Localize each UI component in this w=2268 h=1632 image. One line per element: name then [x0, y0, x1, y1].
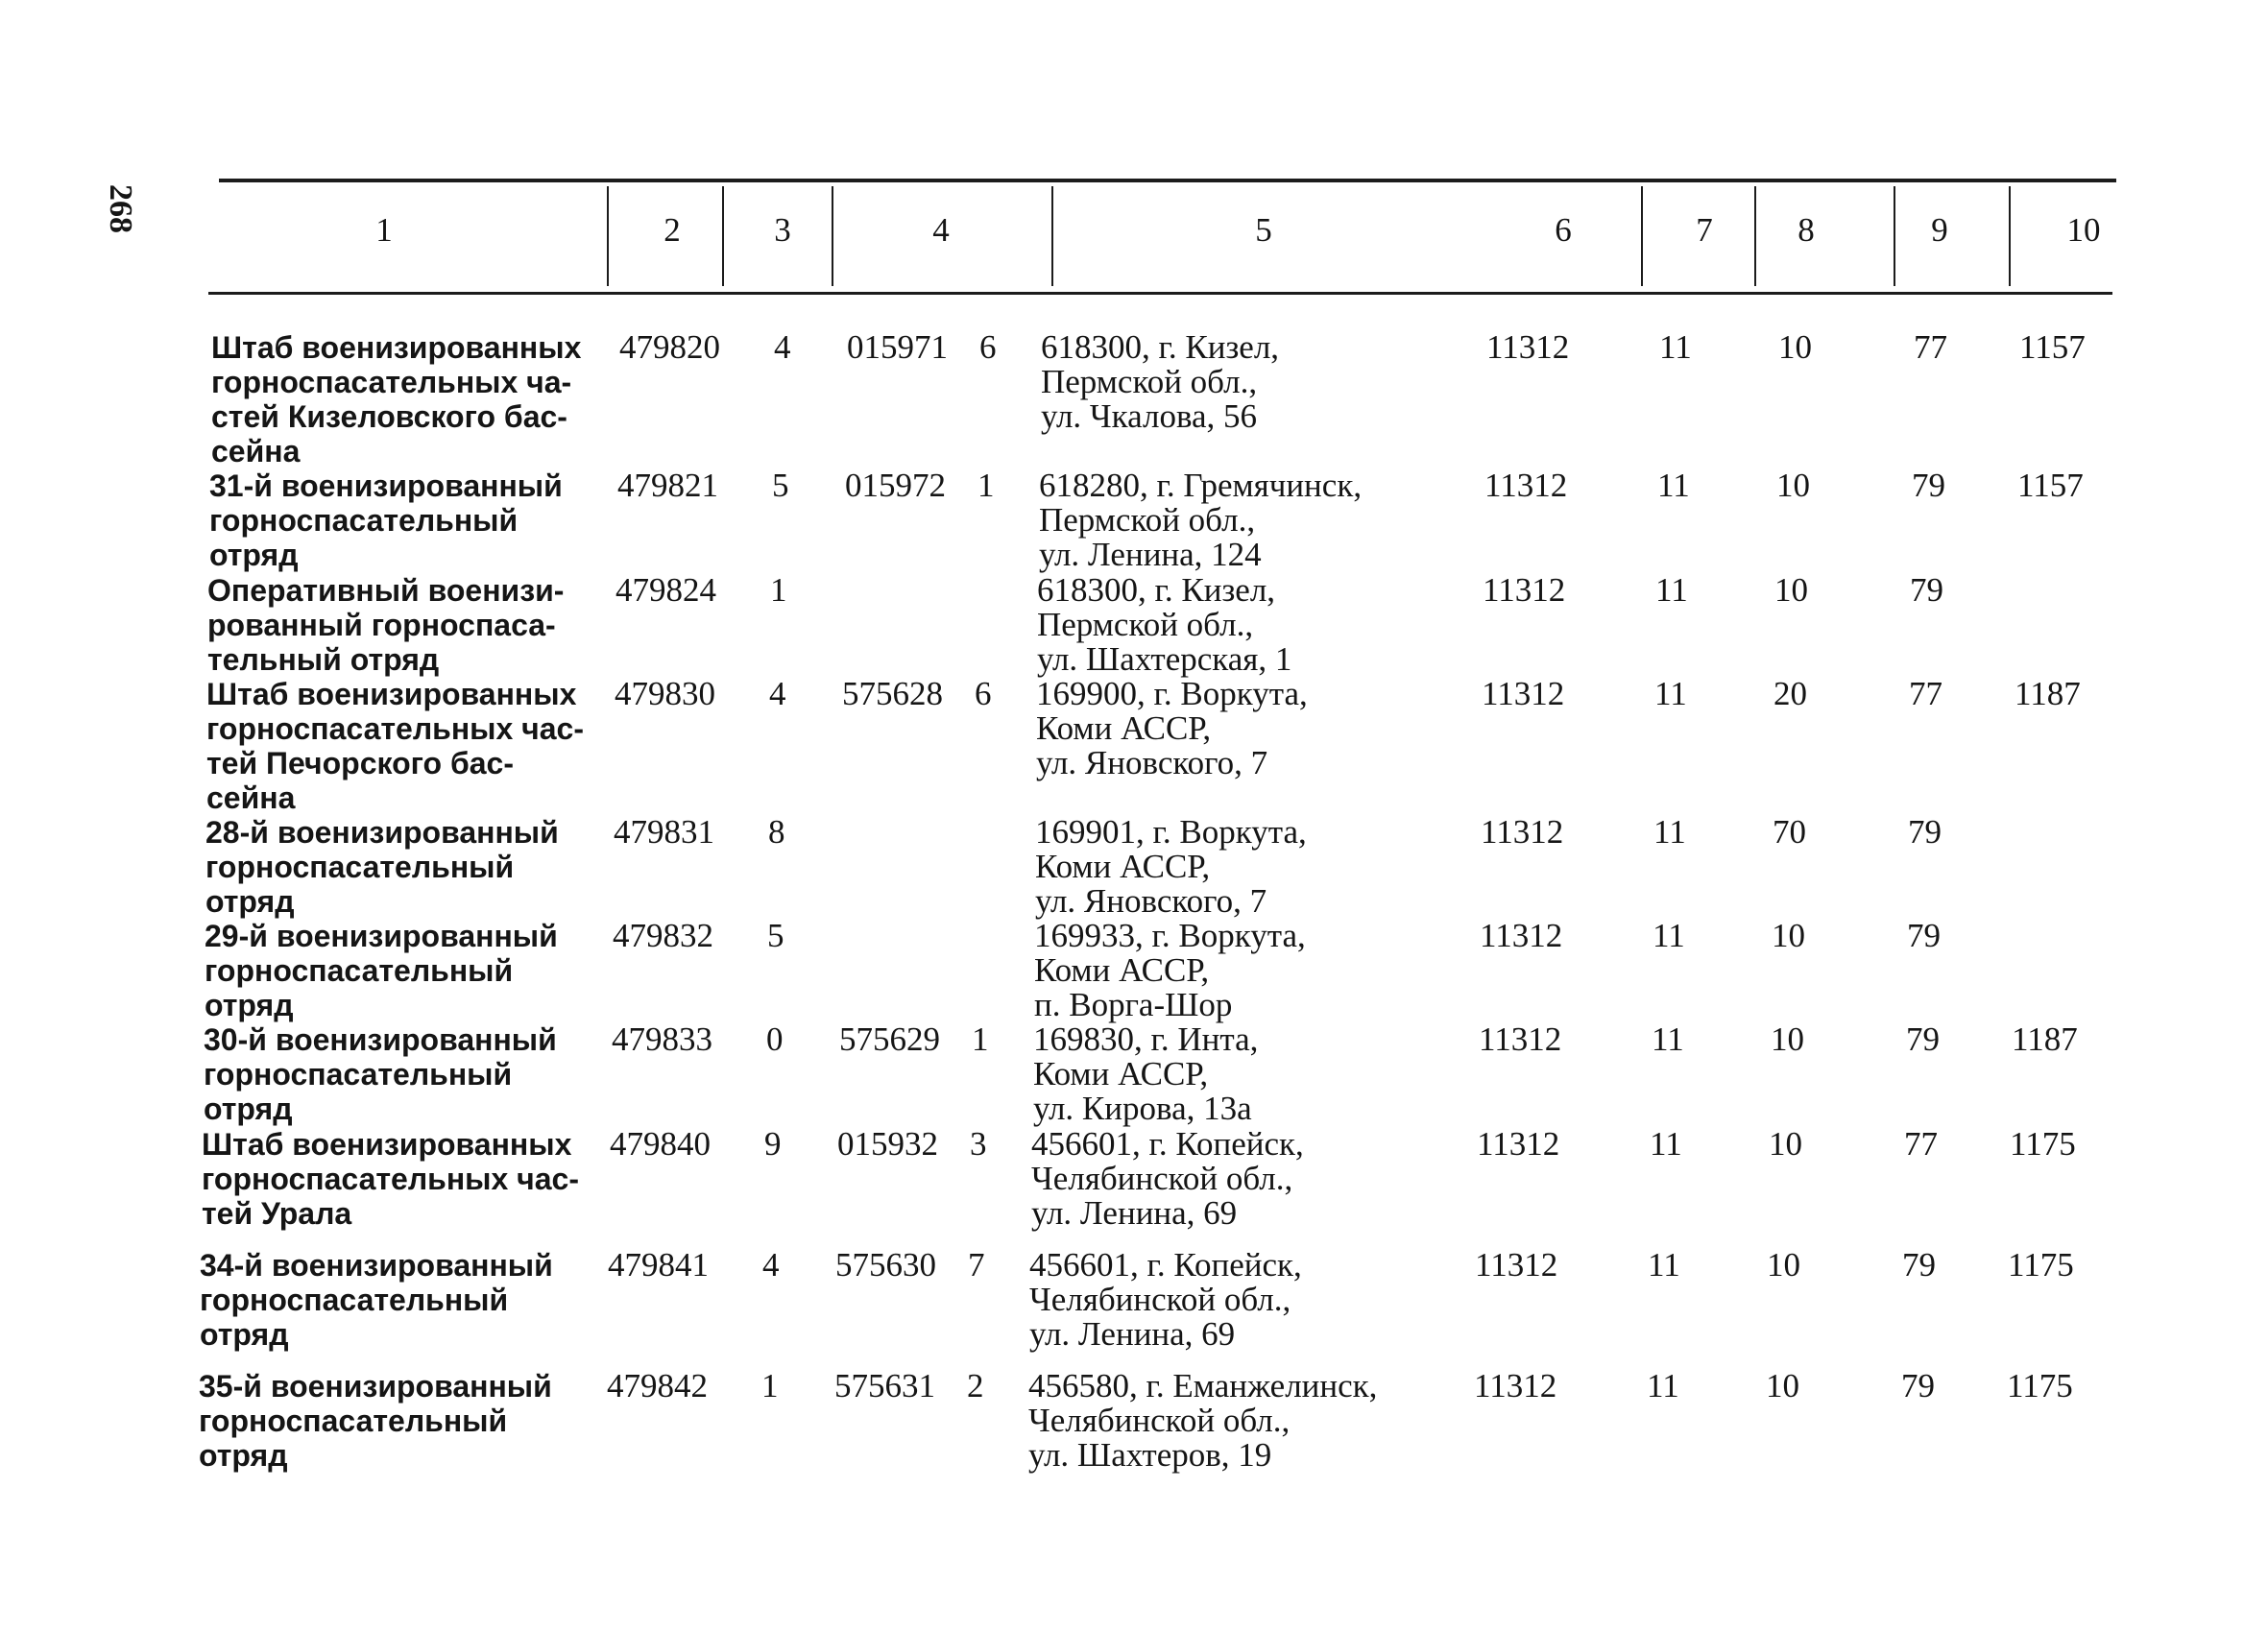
- header-divider: [1641, 186, 1643, 286]
- organization-name-line: 31-й военизированный: [209, 468, 563, 503]
- header-divider: [832, 186, 833, 286]
- col7-value: 11: [1657, 467, 1690, 504]
- col4-code: 015971: [847, 328, 948, 366]
- col7-value: 11: [1655, 571, 1688, 609]
- address: [1028, 1369, 1377, 1473]
- address-line: Коми АССР,: [1035, 848, 1211, 885]
- organization-name-line: стей Кизеловского бас-: [211, 399, 567, 434]
- organization-name-line: отряд: [209, 538, 299, 572]
- organization-name-line: Штаб военизированных: [206, 677, 577, 711]
- address-line: 456601, г. Копейск,: [1031, 1125, 1304, 1163]
- organization-name-line: горноспасательный: [199, 1404, 508, 1438]
- col4-code: 575630: [835, 1246, 936, 1284]
- address: [1036, 677, 1308, 780]
- organization-name-line: 28-й военизированный: [205, 815, 559, 850]
- address: [1037, 573, 1291, 677]
- organization-name-line: горноспасательный: [205, 953, 514, 988]
- col4-code: 575629: [839, 1020, 940, 1058]
- col3-value: 5: [772, 467, 789, 504]
- col3-value: 1: [761, 1367, 779, 1404]
- address-line: п. Ворга-Шор: [1034, 986, 1233, 1023]
- organization-name-line: 34-й военизированный: [200, 1248, 553, 1283]
- header-bottom-rule: [208, 292, 2112, 295]
- organization-name: [206, 677, 584, 815]
- col7-value: 11: [1652, 1020, 1684, 1058]
- address-line: 169830, г. Инта,: [1033, 1020, 1259, 1058]
- col6-code: 11312: [1482, 675, 1565, 712]
- col4-digit: 3: [970, 1125, 987, 1163]
- header-divider: [1894, 186, 1895, 286]
- column-header-1: 1: [375, 211, 393, 249]
- col8-value: 10: [1778, 328, 1812, 366]
- address-line: 456601, г. Копейск,: [1029, 1246, 1302, 1284]
- organization-name-line: тей Урала: [202, 1196, 352, 1231]
- col2-code: 479842: [607, 1367, 708, 1404]
- col10-value: 1175: [2007, 1367, 2073, 1404]
- col8-value: 10: [1769, 1125, 1802, 1163]
- address-line: Коми АССР,: [1033, 1055, 1209, 1092]
- column-header-4: 4: [932, 211, 950, 249]
- address-line: Челябинской обл.,: [1028, 1402, 1291, 1439]
- address-line: 169900, г. Воркута,: [1036, 675, 1308, 712]
- col9-value: 79: [1902, 1246, 1936, 1284]
- address-line: ул. Яновского, 7: [1035, 882, 1267, 920]
- address-line: Челябинской обл.,: [1031, 1160, 1293, 1197]
- organization-name: [205, 815, 559, 919]
- column-header-10: 10: [2066, 211, 2101, 249]
- col3-value: 1: [770, 571, 787, 609]
- col2-code: 479824: [615, 571, 716, 609]
- column-header-5: 5: [1255, 211, 1272, 249]
- organization-name-line: тельный отряд: [207, 642, 440, 677]
- col9-value: 77: [1904, 1125, 1938, 1163]
- col9-value: 79: [1906, 1020, 1940, 1058]
- col3-value: 9: [764, 1125, 782, 1163]
- header-divider: [722, 186, 724, 286]
- column-header-3: 3: [774, 211, 791, 249]
- address-line: ул. Кирова, 13а: [1033, 1090, 1252, 1127]
- col4-code: 575628: [842, 675, 943, 712]
- col3-value: 4: [774, 328, 791, 366]
- col2-code: 479833: [612, 1020, 712, 1058]
- address-line: ул. Шахтеров, 19: [1028, 1436, 1272, 1474]
- organization-name-line: горноспасательных час-: [202, 1162, 579, 1196]
- col6-code: 11312: [1481, 813, 1564, 851]
- organization-name-line: горноспасательный: [209, 503, 519, 538]
- col4-digit: 2: [967, 1367, 984, 1404]
- col3-value: 8: [768, 813, 785, 851]
- column-header-6: 6: [1555, 211, 1572, 249]
- col4-digit: 7: [968, 1246, 985, 1284]
- col10-value: 1157: [2019, 328, 2086, 366]
- organization-name: [205, 919, 558, 1022]
- col6-code: 11312: [1480, 917, 1563, 954]
- col8-value: 10: [1767, 1246, 1800, 1284]
- col2-code: 479820: [619, 328, 720, 366]
- col10-value: 1175: [2010, 1125, 2076, 1163]
- col2-code: 479831: [614, 813, 714, 851]
- col2-code: 479821: [617, 467, 718, 504]
- col8-value: 10: [1771, 1020, 1804, 1058]
- address: [1029, 1248, 1302, 1352]
- col9-value: 79: [1910, 571, 1943, 609]
- header-divider: [2009, 186, 2011, 286]
- col8-value: 10: [1774, 571, 1808, 609]
- address-line: Коми АССР,: [1036, 709, 1212, 747]
- col7-value: 11: [1654, 675, 1687, 712]
- organization-name-line: Штаб военизированных: [211, 330, 582, 365]
- header-divider: [1754, 186, 1756, 286]
- col9-value: 79: [1912, 467, 1945, 504]
- col7-value: 11: [1650, 1125, 1682, 1163]
- col7-value: 11: [1659, 328, 1692, 366]
- address-line: ул. Ленина, 124: [1039, 536, 1262, 573]
- column-header-2: 2: [664, 211, 681, 249]
- address-line: Челябинской обл.,: [1029, 1281, 1291, 1318]
- col8-value: 10: [1766, 1367, 1799, 1404]
- address-line: 618280, г. Гремячинск,: [1039, 467, 1363, 504]
- address: [1041, 330, 1279, 434]
- organization-name-line: отряд: [204, 1092, 293, 1126]
- organization-name-line: отряд: [199, 1438, 288, 1473]
- header-divider: [1051, 186, 1053, 286]
- address-line: ул. Ленина, 69: [1031, 1194, 1238, 1232]
- address: [1034, 919, 1306, 1022]
- address-line: ул. Яновского, 7: [1036, 744, 1268, 781]
- col10-value: 1157: [2017, 467, 2084, 504]
- col3-value: 4: [762, 1246, 780, 1284]
- header-top-rule: [219, 179, 2116, 182]
- col9-value: 77: [1909, 675, 1942, 712]
- address-line: ул. Шахтерская, 1: [1037, 640, 1292, 678]
- organization-name-line: рованный горноспаса-: [207, 608, 556, 642]
- organization-name-line: 30-й военизированный: [204, 1022, 557, 1057]
- address-line: 618300, г. Кизел,: [1041, 328, 1280, 366]
- address-line: Пермской обл.,: [1037, 606, 1254, 643]
- address-line: ул. Ленина, 69: [1029, 1315, 1236, 1353]
- col8-value: 10: [1776, 467, 1810, 504]
- col3-value: 5: [767, 917, 784, 954]
- organization-name-line: Оперативный военизи-: [207, 573, 565, 608]
- col6-code: 11312: [1486, 328, 1570, 366]
- col4-digit: 6: [979, 328, 997, 366]
- header-divider: [607, 186, 609, 286]
- col8-value: 10: [1772, 917, 1805, 954]
- col9-value: 77: [1914, 328, 1947, 366]
- col9-value: 79: [1901, 1367, 1935, 1404]
- organization-name-line: горноспасательный: [205, 850, 515, 884]
- organization-name-line: отряд: [205, 988, 294, 1022]
- organization-name-line: тей Печорского бас-: [206, 746, 514, 780]
- address: [1033, 1022, 1258, 1126]
- address-line: ул. Чкалова, 56: [1041, 397, 1258, 435]
- organization-name-line: сейна: [211, 434, 301, 468]
- address: [1035, 815, 1307, 919]
- organization-name-line: Штаб военизированных: [202, 1127, 572, 1162]
- column-header-7: 7: [1696, 211, 1713, 249]
- col4-code: 015932: [837, 1125, 938, 1163]
- organization-name-line: отряд: [205, 884, 295, 919]
- address-line: 456580, г. Еманжелинск,: [1028, 1367, 1378, 1404]
- organization-name-line: горноспасательный: [200, 1283, 509, 1317]
- col3-value: 4: [769, 675, 786, 712]
- col2-code: 479830: [615, 675, 715, 712]
- col9-value: 79: [1908, 813, 1942, 851]
- column-header-9: 9: [1931, 211, 1948, 249]
- col4-digit: 1: [972, 1020, 989, 1058]
- col7-value: 11: [1647, 1367, 1679, 1404]
- col8-value: 20: [1773, 675, 1807, 712]
- col4-code: 015972: [845, 467, 946, 504]
- address-line: Пермской обл.,: [1041, 363, 1258, 400]
- col6-code: 11312: [1475, 1246, 1558, 1284]
- column-header-8: 8: [1798, 211, 1815, 249]
- col7-value: 11: [1653, 813, 1686, 851]
- address: [1031, 1127, 1304, 1231]
- col9-value: 79: [1907, 917, 1941, 954]
- col10-value: 1187: [2012, 1020, 2078, 1058]
- address: [1039, 468, 1362, 572]
- col6-code: 11312: [1477, 1125, 1560, 1163]
- address-line: 169933, г. Воркута,: [1034, 917, 1306, 954]
- col2-code: 479841: [608, 1246, 709, 1284]
- col4-digit: 6: [975, 675, 992, 712]
- col7-value: 11: [1653, 917, 1685, 954]
- organization-name: [199, 1369, 552, 1473]
- organization-name-line: 35-й военизированный: [199, 1369, 552, 1404]
- col6-code: 11312: [1479, 1020, 1562, 1058]
- organization-name-line: горноспасательный: [204, 1057, 513, 1092]
- col4-code: 575631: [834, 1367, 935, 1404]
- organization-name-line: сейна: [206, 780, 296, 815]
- organization-name: [204, 1022, 557, 1126]
- col3-value: 0: [766, 1020, 784, 1058]
- col7-value: 11: [1648, 1246, 1680, 1284]
- col4-digit: 1: [977, 467, 995, 504]
- organization-name: [207, 573, 564, 677]
- address-line: Пермской обл.,: [1039, 501, 1256, 539]
- col6-code: 11312: [1483, 571, 1566, 609]
- organization-name-line: горноспасательных ча-: [211, 365, 572, 399]
- organization-name-line: отряд: [200, 1317, 289, 1352]
- col2-code: 479832: [613, 917, 713, 954]
- col6-code: 11312: [1474, 1367, 1557, 1404]
- col6-code: 11312: [1484, 467, 1568, 504]
- organization-name-line: горноспасательных час-: [206, 711, 584, 746]
- organization-name: [202, 1127, 579, 1231]
- address-line: Коми АССР,: [1034, 951, 1210, 989]
- col10-value: 1175: [2008, 1246, 2074, 1284]
- organization-name: [209, 468, 563, 572]
- col8-value: 70: [1773, 813, 1806, 851]
- organization-name: [211, 330, 581, 468]
- organization-name-line: 29-й военизированный: [205, 919, 558, 953]
- address-line: 169901, г. Воркута,: [1035, 813, 1307, 851]
- col2-code: 479840: [610, 1125, 711, 1163]
- col10-value: 1187: [2015, 675, 2081, 712]
- page-number: 268: [103, 184, 138, 233]
- organization-name: [200, 1248, 553, 1352]
- address-line: 618300, г. Кизел,: [1037, 571, 1276, 609]
